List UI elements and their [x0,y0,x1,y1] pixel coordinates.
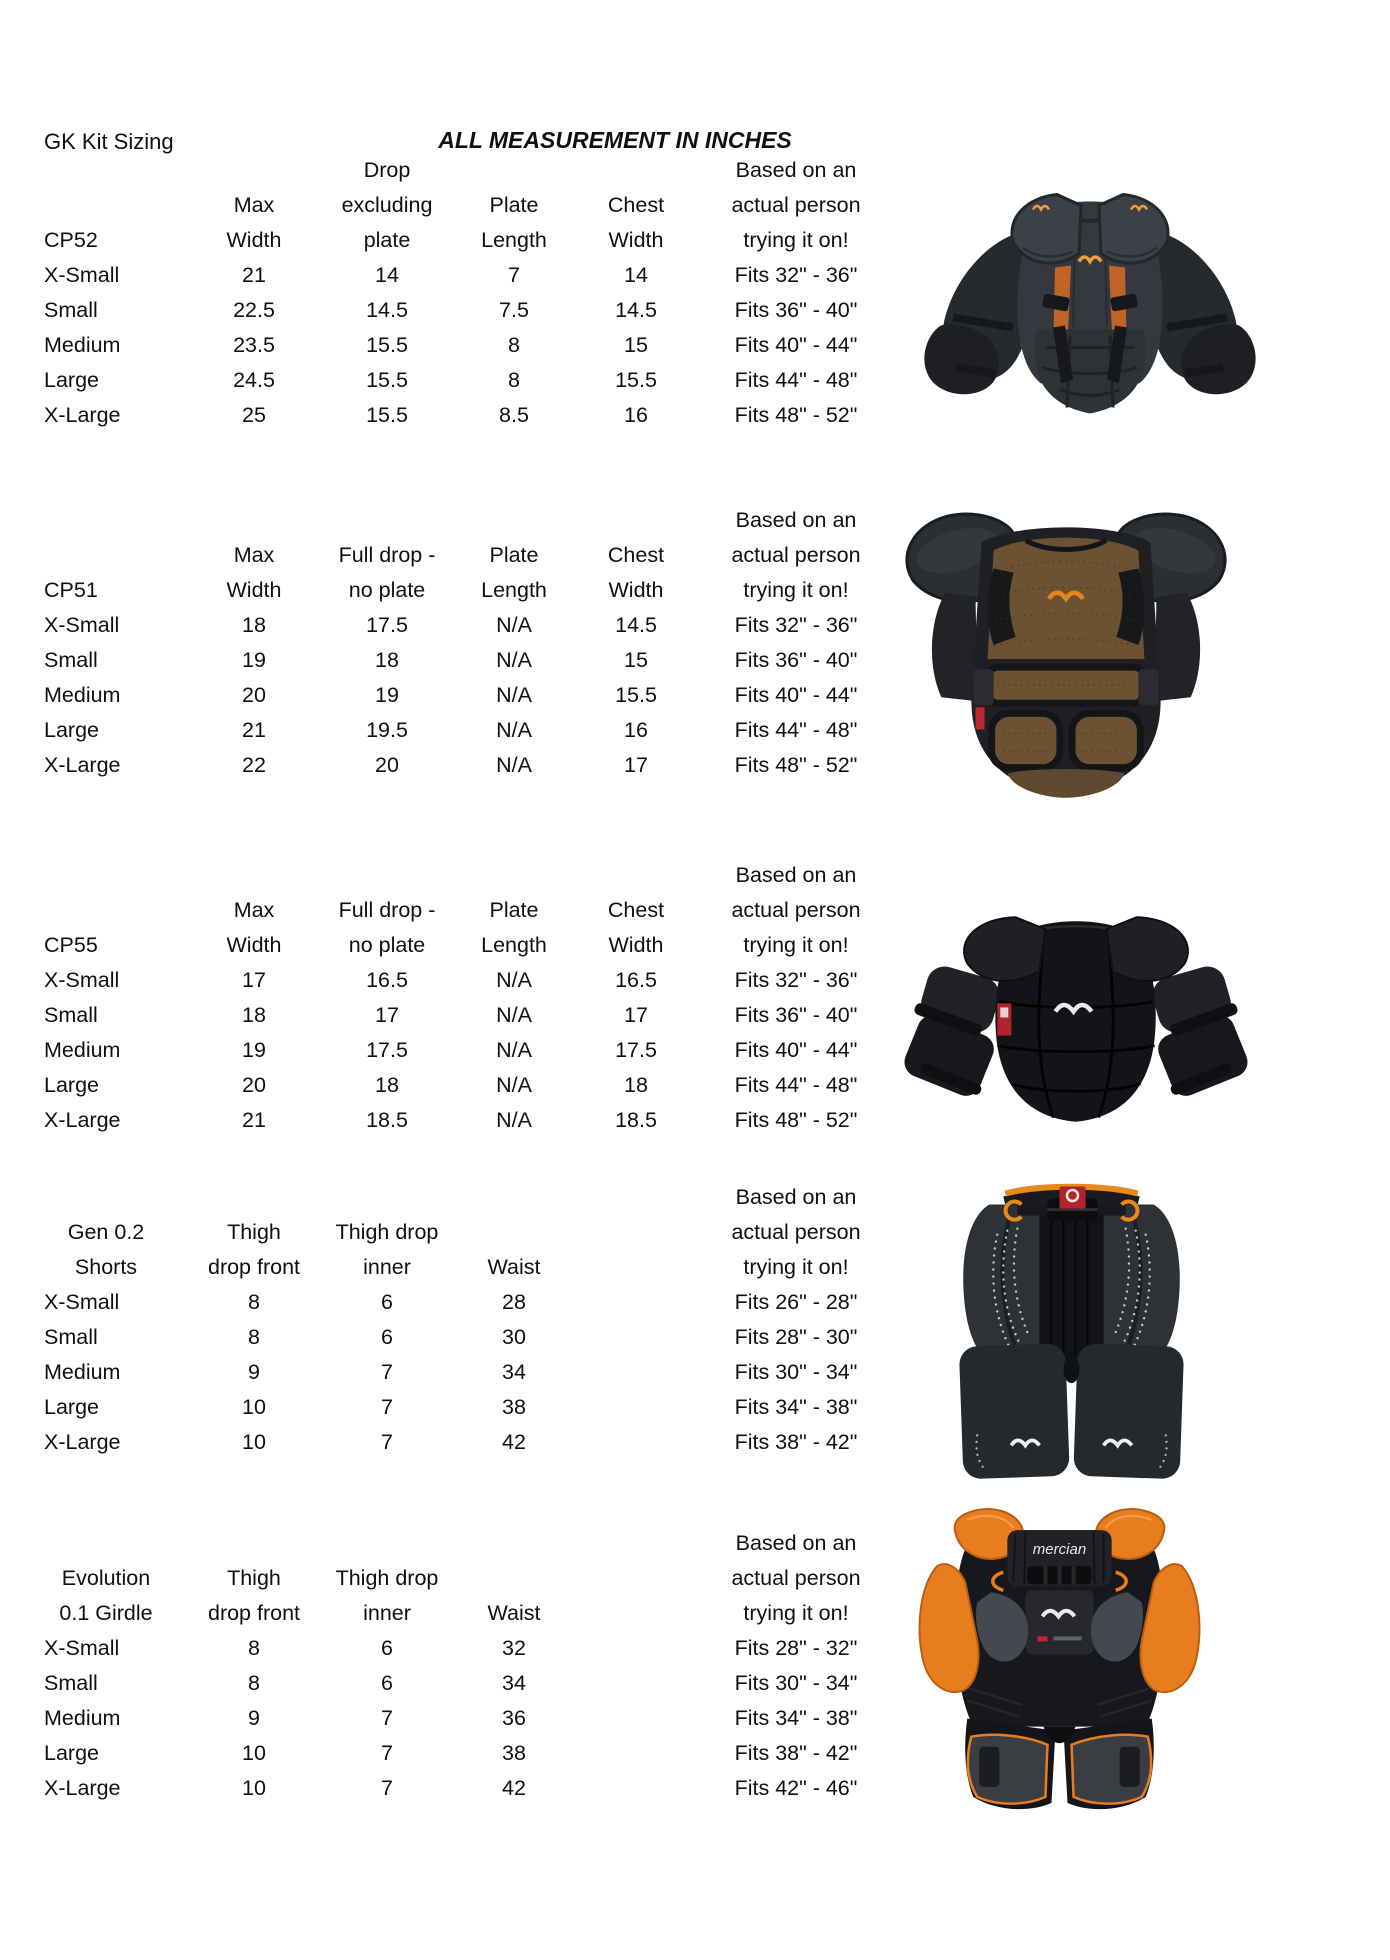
size-cell: X-Small [44,613,120,637]
value-cell: 36 [502,1706,526,1730]
column-header: Full drop - no plate [338,543,436,602]
value-cell: N/A [496,648,532,672]
value-cell: 18 [242,613,266,637]
table-header [0,1526,910,1631]
value-cell: 7.5 [499,298,529,322]
fits-column-header: Based on an actual person trying it on! [731,1185,861,1279]
value-cell: 15 [624,648,648,672]
value-cell: 42 [502,1430,526,1454]
column-header: Chest Width [607,543,665,602]
value-cell: N/A [496,753,532,777]
value-cell: N/A [496,613,532,637]
size-cell: Small [44,1325,98,1349]
column-header: Plate Length [481,898,547,957]
value-cell: 10 [242,1395,266,1419]
value-cell: 10 [242,1741,266,1765]
evolution-girdle-sizing-table [0,1526,910,1806]
fits-cell: Fits 32" - 36" [734,263,858,287]
size-cell: Large [44,368,99,392]
size-cell: X-Large [44,753,121,777]
size-cell: Medium [44,1038,121,1062]
value-cell: 21 [242,718,266,742]
table-row [0,1666,910,1701]
cp52-sizing-table [0,153,910,433]
fits-cell: Fits 34" - 38" [734,1706,858,1730]
fits-cell: Fits 28" - 30" [734,1325,858,1349]
table-row [0,1320,910,1355]
value-cell: N/A [496,1108,532,1132]
value-cell: 14.5 [615,613,657,637]
value-cell: 6 [381,1290,393,1314]
table-row [0,1355,910,1390]
cp52-product-photo [895,176,1285,434]
gen-02-shorts-sizing-table [0,1180,910,1460]
value-cell: N/A [496,1038,532,1062]
value-cell: 15.5 [366,403,408,427]
value-cell: 8 [248,1325,260,1349]
value-cell: 38 [502,1741,526,1765]
cp55-sizing-table [0,858,910,1138]
value-cell: N/A [496,683,532,707]
fits-cell: Fits 30" - 34" [734,1671,858,1695]
size-cell: Large [44,718,99,742]
evolution-girdle-product-photo [903,1508,1216,1834]
value-cell: 21 [242,1108,266,1132]
size-cell: X-Large [44,1108,121,1132]
table-row [0,1068,910,1103]
value-cell: 15.5 [366,368,408,392]
value-cell: 22.5 [233,298,275,322]
value-cell: 17.5 [615,1038,657,1062]
value-cell: 8 [248,1636,260,1660]
product-name: Gen 0.2 Shorts [67,1220,145,1279]
column-header: Thigh drop inner [335,1220,439,1279]
table-row [0,1701,910,1736]
value-cell: 21 [242,263,266,287]
mercian-brand-text: mercian [1032,1541,1087,1559]
value-cell: 9 [248,1706,260,1730]
value-cell: 20 [242,683,266,707]
table-row [0,678,910,713]
size-cell: X-Small [44,263,120,287]
value-cell: 14.5 [366,298,408,322]
table-row [0,1103,910,1138]
fits-cell: Fits 28" - 32" [734,1636,858,1660]
column-header: Waist [487,1255,541,1279]
fits-cell: Fits 44" - 48" [734,368,858,392]
value-cell: 25 [242,403,266,427]
table-row [0,608,910,643]
column-header: Full drop - no plate [338,898,436,957]
column-header: Chest Width [607,193,665,252]
value-cell: 7 [508,263,520,287]
value-cell: 18.5 [615,1108,657,1132]
value-cell: 17.5 [366,613,408,637]
value-cell: 32 [502,1636,526,1660]
cp55-product-photo [893,905,1259,1141]
value-cell: 10 [242,1430,266,1454]
value-cell: 16 [624,718,648,742]
table-row [0,1736,910,1771]
value-cell: 28 [502,1290,526,1314]
size-cell: X-Small [44,1636,120,1660]
cp51-sizing-table [0,503,910,783]
column-header: Thigh drop inner [335,1566,439,1625]
value-cell: 17 [375,1003,399,1027]
value-cell: 8 [508,368,520,392]
table-row [0,1425,910,1460]
size-cell: X-Small [44,1290,120,1314]
column-header: Plate Length [481,543,547,602]
size-cell: Large [44,1073,99,1097]
table-row [0,363,910,398]
table-row [0,643,910,678]
fits-cell: Fits 34" - 38" [734,1395,858,1419]
value-cell: 8 [248,1290,260,1314]
cp51-product-photo [885,500,1247,802]
product-name: CP51 [44,578,98,602]
fits-cell: Fits 36" - 40" [734,298,858,322]
table-header [0,503,910,608]
value-cell: 7 [381,1706,393,1730]
fits-cell: Fits 48" - 52" [734,403,858,427]
value-cell: 16.5 [366,968,408,992]
fits-cell: Fits 38" - 42" [734,1741,858,1765]
size-cell: Small [44,648,98,672]
value-cell: 8 [248,1671,260,1695]
table-row [0,1033,910,1068]
size-cell: Small [44,1671,98,1695]
value-cell: 17 [624,1003,648,1027]
value-cell: 19 [242,1038,266,1062]
fits-cell: Fits 40" - 44" [734,683,858,707]
column-header: Max Width [226,193,282,252]
value-cell: 30 [502,1325,526,1349]
value-cell: 19.5 [366,718,408,742]
value-cell: 7 [381,1776,393,1800]
column-header: Max Width [226,543,282,602]
value-cell: 42 [502,1776,526,1800]
value-cell: 19 [375,683,399,707]
gen-02-shorts-product-photo [925,1182,1218,1484]
value-cell: 15.5 [615,683,657,707]
value-cell: 23.5 [233,333,275,357]
column-header: Thigh drop front [207,1566,301,1625]
fits-cell: Fits 38" - 42" [734,1430,858,1454]
table-row [0,1390,910,1425]
fits-column-header: Based on an actual person trying it on! [731,158,861,252]
value-cell: 16.5 [615,968,657,992]
fits-column-header: Based on an actual person trying it on! [731,1531,861,1625]
table-header [0,153,910,258]
value-cell: 7 [381,1741,393,1765]
value-cell: 17 [242,968,266,992]
size-cell: Large [44,1741,99,1765]
size-cell: X-Small [44,968,120,992]
value-cell: 10 [242,1776,266,1800]
fits-cell: Fits 36" - 40" [734,648,858,672]
fits-cell: Fits 48" - 52" [734,1108,858,1132]
value-cell: 18 [375,1073,399,1097]
value-cell: 6 [381,1671,393,1695]
fits-cell: Fits 40" - 44" [734,1038,858,1062]
table-row [0,258,910,293]
value-cell: 17 [624,753,648,777]
table-header [0,1180,910,1285]
fits-column-header: Based on an actual person trying it on! [731,863,861,957]
table-row [0,713,910,748]
value-cell: 7 [381,1430,393,1454]
value-cell: 6 [381,1636,393,1660]
size-cell: Medium [44,333,121,357]
value-cell: 8.5 [499,403,529,427]
size-cell: Small [44,1003,98,1027]
value-cell: 17.5 [366,1038,408,1062]
value-cell: 15.5 [366,333,408,357]
red-tag [976,707,985,729]
column-header: Drop excluding plate [341,158,433,252]
fits-column-header: Based on an actual person trying it on! [731,508,861,602]
table-row [0,1771,910,1806]
fits-cell: Fits 40" - 44" [734,333,858,357]
table-row [0,1631,910,1666]
product-name: CP52 [44,228,98,252]
size-cell: Large [44,1395,99,1419]
fits-cell: Fits 36" - 40" [734,1003,858,1027]
table-header [0,858,910,963]
value-cell: N/A [496,1003,532,1027]
value-cell: 18 [624,1073,648,1097]
value-cell: 18 [375,648,399,672]
value-cell: 34 [502,1671,526,1695]
table-row [0,963,910,998]
value-cell: N/A [496,718,532,742]
product-name: CP55 [44,933,98,957]
fits-cell: Fits 32" - 36" [734,968,858,992]
value-cell: N/A [496,1073,532,1097]
value-cell: 18.5 [366,1108,408,1132]
fits-cell: Fits 48" - 52" [734,753,858,777]
value-cell: 15 [624,333,648,357]
size-cell: X-Large [44,403,121,427]
column-header: Chest Width [607,898,665,957]
size-cell: X-Large [44,1430,121,1454]
table-row [0,328,910,363]
value-cell: 18 [242,1003,266,1027]
value-cell: 24.5 [233,368,275,392]
value-cell: N/A [496,968,532,992]
column-header: Max Width [226,898,282,957]
column-header: Plate Length [481,193,547,252]
column-header: Thigh drop front [207,1220,301,1279]
value-cell: 14 [375,263,399,287]
size-cell: X-Large [44,1776,121,1800]
value-cell: 14 [624,263,648,287]
fits-cell: Fits 44" - 48" [734,718,858,742]
value-cell: 34 [502,1360,526,1384]
value-cell: 19 [242,648,266,672]
value-cell: 16 [624,403,648,427]
value-cell: 7 [381,1360,393,1384]
value-cell: 15.5 [615,368,657,392]
size-cell: Medium [44,683,121,707]
fits-cell: Fits 30" - 34" [734,1360,858,1384]
size-cell: Small [44,298,98,322]
size-cell: Medium [44,1706,121,1730]
value-cell: 20 [242,1073,266,1097]
column-header: Waist [487,1601,541,1625]
size-cell: Medium [44,1360,121,1384]
value-cell: 22 [242,753,266,777]
table-row [0,1285,910,1320]
value-cell: 14.5 [615,298,657,322]
fits-cell: Fits 44" - 48" [734,1073,858,1097]
fits-cell: Fits 32" - 36" [734,613,858,637]
value-cell: 8 [508,333,520,357]
product-name: Evolution 0.1 Girdle [59,1566,153,1625]
measurement-banner: ALL MEASUREMENT IN INCHES [438,127,792,153]
fits-cell: Fits 26" - 28" [734,1290,858,1314]
table-row [0,398,910,433]
fits-cell: Fits 42" - 46" [734,1776,858,1800]
value-cell: 9 [248,1360,260,1384]
value-cell: 7 [381,1395,393,1419]
value-cell: 20 [375,753,399,777]
value-cell: 38 [502,1395,526,1419]
table-row [0,748,910,783]
table-row [0,293,910,328]
page-title: GK Kit Sizing [44,129,174,154]
table-row [0,998,910,1033]
value-cell: 6 [381,1325,393,1349]
